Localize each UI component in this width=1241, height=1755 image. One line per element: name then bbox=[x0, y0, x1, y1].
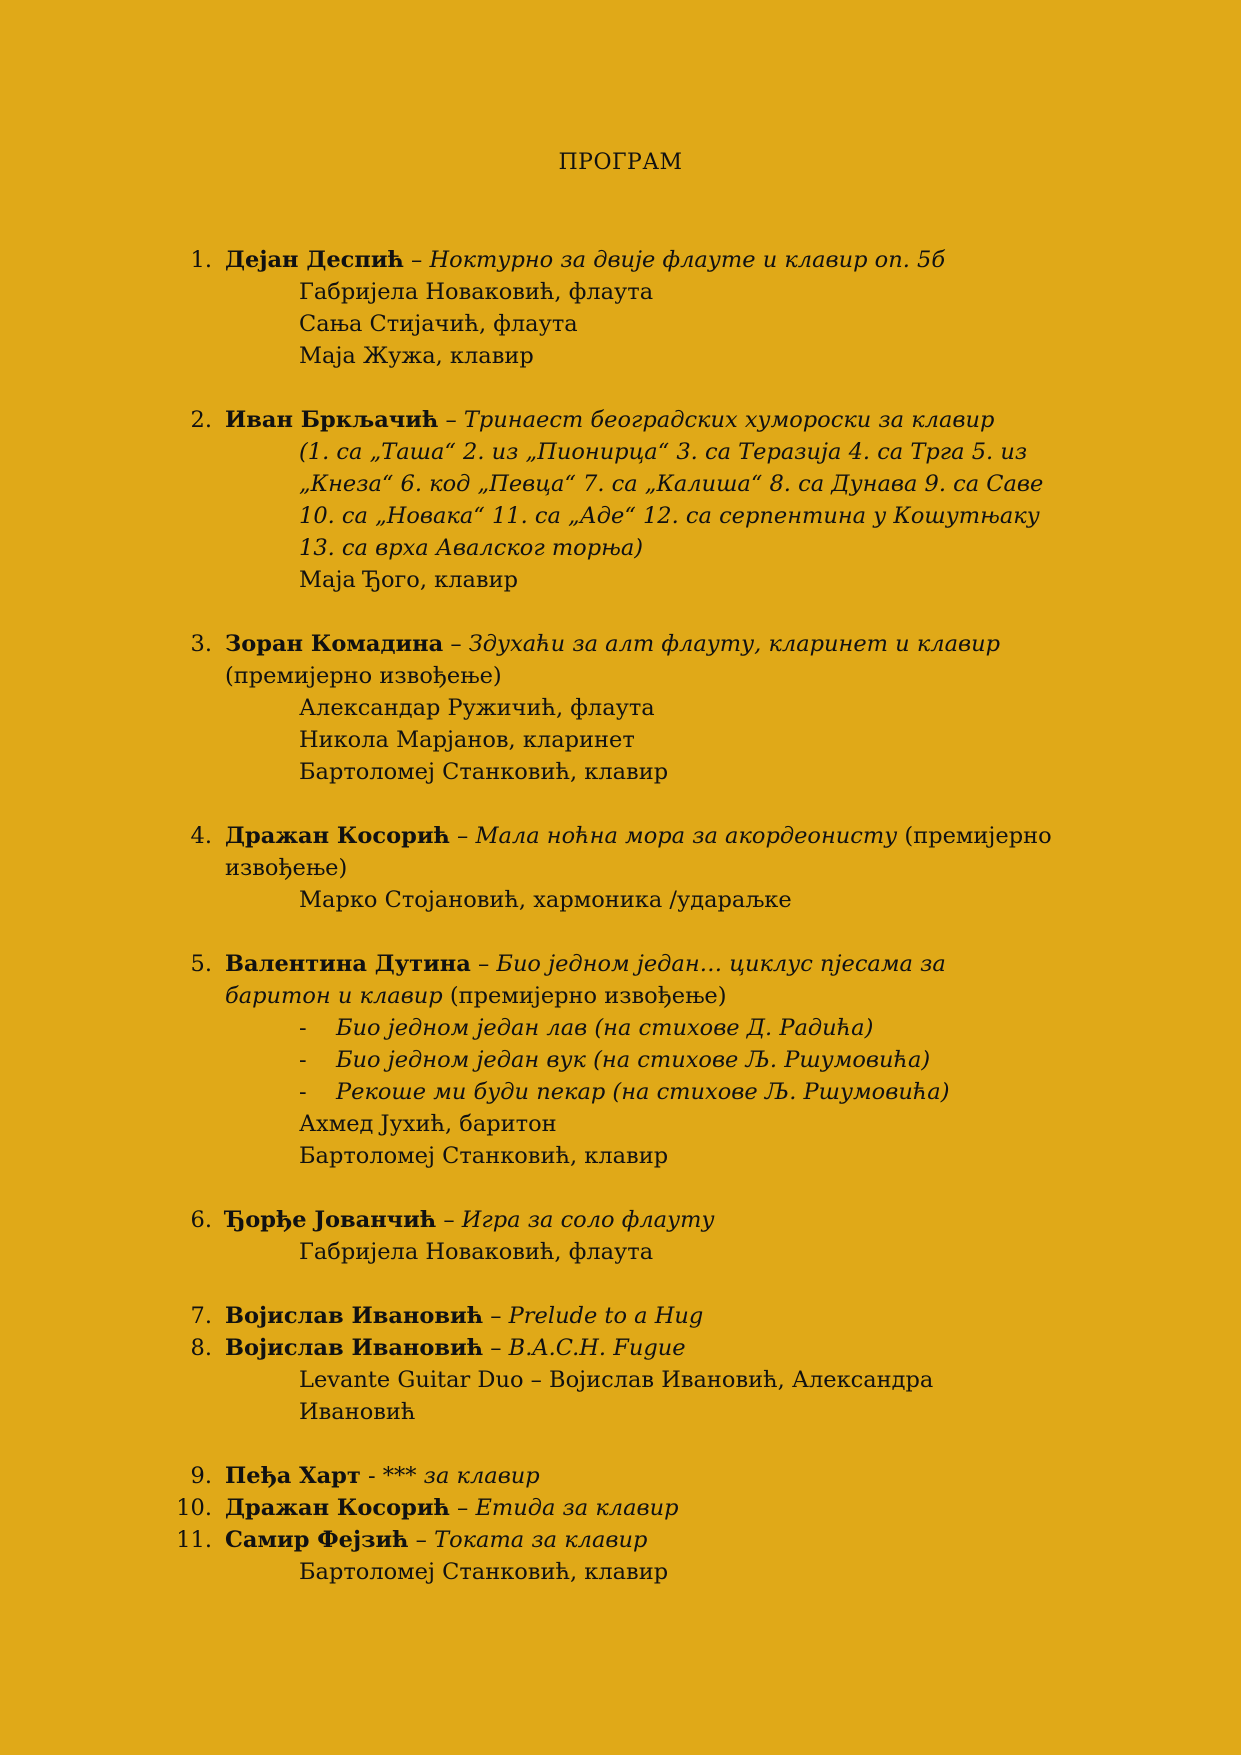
work-title: Ноктурно за двије флауте и клавир оп. 5б bbox=[429, 247, 946, 273]
separator: – bbox=[438, 407, 464, 433]
item-number: 2. bbox=[190, 407, 212, 433]
separator: – bbox=[470, 951, 497, 977]
item-number: 1. bbox=[190, 247, 212, 273]
performer: Александар Ружичић, флаута bbox=[299, 695, 655, 721]
performer: Ахмед Јухић, баритон bbox=[299, 1111, 557, 1137]
program-list bbox=[160, 244, 1100, 1588]
separator: – bbox=[449, 823, 476, 849]
composer-name: Зоран Комадина bbox=[225, 631, 444, 657]
item-number: 10. bbox=[176, 1495, 212, 1521]
separator: – bbox=[483, 1303, 509, 1329]
performer: Никола Марјанов, кларинет bbox=[299, 727, 635, 753]
separator: – bbox=[436, 1207, 462, 1233]
program-item-10 bbox=[160, 1492, 1100, 1524]
item-number: 6. bbox=[190, 1207, 212, 1233]
composer-name: Самир Фејзић bbox=[225, 1527, 409, 1553]
composer-name: Иван Бркљачић bbox=[225, 407, 439, 433]
list-dash: - bbox=[299, 1079, 307, 1105]
song-title: Био једном један лав (на стихове Д. Радића) bbox=[336, 1015, 874, 1041]
performer: Бартоломеј Станковић, клавир bbox=[299, 1559, 669, 1585]
composer-name: Дражан Косорић bbox=[225, 1495, 450, 1521]
work-title: Здухаћи за алт флауту, кларинет и клавир bbox=[468, 631, 1000, 657]
premiere-note: (премијерно извођење) bbox=[225, 663, 502, 689]
work-title: B.A.C.H. Fugue bbox=[508, 1335, 686, 1361]
item-number: 8. bbox=[190, 1335, 212, 1361]
program-item-2 bbox=[160, 404, 1100, 596]
program-item-4 bbox=[160, 820, 1100, 916]
work-detail: „Кнеза“ 6. код „Певца“ 7. са „Калиша“ 8. са Дунава 9. са Саве bbox=[299, 471, 1044, 497]
song-title: Био једном један вук (на стихове Љ. Ршумовића) bbox=[336, 1047, 931, 1073]
performer: Сања Стијачић, флаута bbox=[299, 311, 578, 337]
performer: Маја Жужа, клавир bbox=[299, 343, 534, 369]
program-item-1 bbox=[160, 244, 1100, 372]
performer: Ивановић bbox=[299, 1399, 416, 1425]
separator: – bbox=[403, 247, 430, 273]
performer: Бартоломеј Станковић, клавир bbox=[299, 1143, 669, 1169]
work-title: Токата за клавир bbox=[434, 1527, 648, 1553]
work-title: Био једном један… циклус пјесама за bbox=[496, 951, 946, 977]
composer-name: Дејан Деспић bbox=[225, 247, 404, 273]
performer: Марко Стојановић, хармоника /удараљке bbox=[299, 887, 792, 913]
list-dash: - bbox=[299, 1015, 307, 1041]
separator: – bbox=[408, 1527, 435, 1553]
program-item-11 bbox=[160, 1524, 1100, 1588]
song-title: Рекоше ми буди пекар (на стихове Љ. Ршумовића) bbox=[336, 1079, 950, 1105]
item-number: 3. bbox=[190, 631, 212, 657]
performer: Габријела Новаковић, флаута bbox=[299, 279, 654, 305]
work-title: Игра за соло флауту bbox=[461, 1207, 715, 1233]
separator: – bbox=[443, 631, 469, 657]
song-item bbox=[225, 1076, 1100, 1108]
work-title: Етида за клавир bbox=[475, 1495, 679, 1521]
premiere-note: (премијерно извођење) bbox=[442, 983, 727, 1009]
work-detail: 13. са врха Авалског торња) bbox=[299, 535, 644, 561]
performer: Levante Guitar Duo – Војислав Ивановић, Александра bbox=[299, 1367, 934, 1393]
program-item-7 bbox=[160, 1300, 1100, 1332]
work-title: *** за клавир bbox=[382, 1463, 540, 1489]
work-title: Тринаест београдских хумороски за клавир bbox=[463, 407, 995, 433]
composer-name: Ђорђе Јованчић bbox=[225, 1207, 437, 1233]
item-number: 4. bbox=[190, 823, 212, 849]
composer-name: Дражан Косорић bbox=[225, 823, 450, 849]
performer: Габријела Новаковић, флаута bbox=[299, 1239, 654, 1265]
program-item-6 bbox=[160, 1204, 1100, 1268]
program-item-8 bbox=[160, 1332, 1100, 1428]
separator: – bbox=[449, 1495, 476, 1521]
composer-name: Војислав Ивановић bbox=[225, 1335, 484, 1361]
program-item-3 bbox=[160, 628, 1100, 788]
song-item bbox=[225, 1012, 1100, 1044]
composer-name: Валентина Дутина bbox=[225, 951, 471, 977]
separator: – bbox=[483, 1335, 509, 1361]
composer-name: Пеђа Харт bbox=[225, 1463, 361, 1489]
work-detail: (1. са „Таша“ 2. из „Пионирца“ 3. са Теразија 4. са Трга 5. из bbox=[299, 439, 1028, 465]
program-item-9 bbox=[160, 1460, 1100, 1492]
composer-name: Војислав Ивановић bbox=[225, 1303, 484, 1329]
item-number: 9. bbox=[190, 1463, 212, 1489]
work-detail: 10. са „Новака“ 11. са „Аде“ 12. са серпентина у Кошутњаку bbox=[299, 503, 1040, 529]
performer: Бартоломеј Станковић, клавир bbox=[299, 759, 669, 785]
work-title: Prelude to a Hug bbox=[508, 1303, 704, 1329]
item-number: 7. bbox=[190, 1303, 212, 1329]
list-dash: - bbox=[299, 1047, 307, 1073]
premiere-note-cont: извођење) bbox=[225, 855, 348, 881]
work-title-cont: баритон и клавир bbox=[225, 983, 443, 1009]
separator: - bbox=[360, 1463, 383, 1489]
song-item bbox=[225, 1044, 1100, 1076]
performer: Маја Ђого, клавир bbox=[299, 567, 518, 593]
work-title: Мала ноћна мора за акордеонисту bbox=[475, 823, 898, 849]
page-title: ПРОГРАМ bbox=[558, 150, 683, 175]
item-number: 11. bbox=[176, 1527, 212, 1553]
program-item-5 bbox=[160, 948, 1100, 1172]
premiere-note: (премијерно bbox=[897, 823, 1052, 849]
item-number: 5. bbox=[190, 951, 212, 977]
